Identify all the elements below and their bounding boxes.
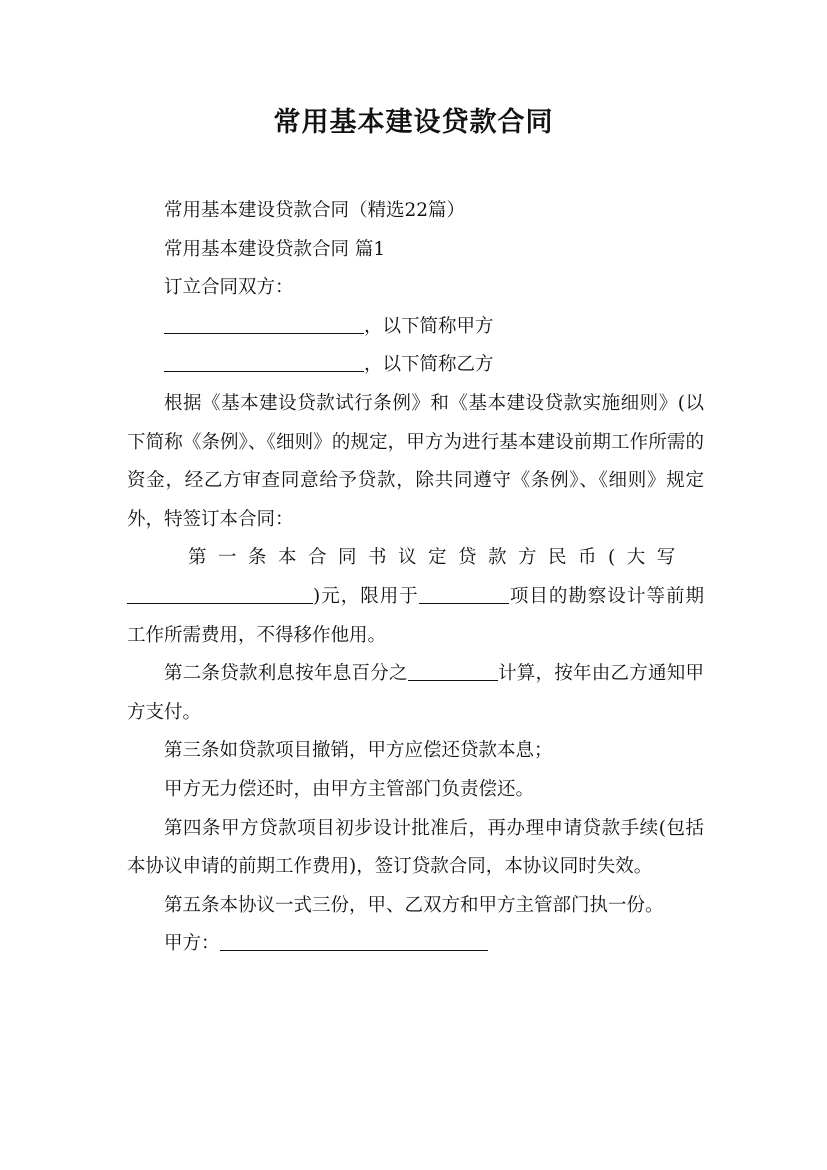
preamble-paragraph: 根据《基本建设贷款试行条例》和《基本建设贷款实施细则》(以下简称《条例》、《细则》的规定，甲方为进行基本建设前期工作所需的资金，经乙方审查同意给予贷款，除共同遵守《条例》、《细则》规定外，特签订本合同： [127,392,704,530]
article-2-text-b: 计算，按年由乙方通知甲方支付。 [127,663,704,723]
project-blank [419,584,509,604]
signature-blank [220,931,488,951]
subtitle-paragraph: 常用基本建设贷款合同（精选22篇） [164,200,466,221]
party-a-blank [164,313,364,333]
article-2-text-a: 第二条贷款利息按年息百分之 [164,663,408,685]
party-b-line [127,346,704,385]
article-3-continued: 甲方无力偿还时，由甲方主管部门负责偿还。 [164,778,535,800]
party-b-blank [164,352,364,372]
parties-heading: 订立合同双方： [164,277,294,299]
signature-label: 甲方： [164,933,220,955]
section-heading: 常用基本建设贷款合同 篇1 [164,238,386,260]
interest-rate-blank [408,661,498,681]
amount-blank [127,584,313,604]
article-1-line-1: 第一条本合同书议定贷款方民币(大写 [188,547,687,569]
signature-line [127,925,704,964]
document-title: 常用基本建设贷款合同 [273,107,554,138]
article-1-continued [127,578,704,655]
party-b-text: ，以下简称乙方 [364,354,494,376]
article-5-paragraph: 第五条本协议一式三份，甲、乙双方和甲方主管部门执一份。 [164,894,664,916]
document-body [127,192,704,964]
article-1-text-b: 项目的勘察设计等前期工作所需费用，不得移作他用。 [127,585,704,646]
article-2-paragraph [127,655,704,732]
article-4-paragraph: 第四条甲方贷款项目初步设计批准后，再办理申请贷款手续(包括本协议申请的前期工作费用)，签订贷款合同，本协议同时失效。 [127,817,704,878]
article-1-text-a: )元，限用于 [313,585,419,607]
article-3-paragraph: 第三条如贷款项目撤销，甲方应偿还贷款本息； [164,740,553,762]
party-a-text: ，以下简称甲方 [364,315,494,337]
party-a-line [127,308,704,347]
